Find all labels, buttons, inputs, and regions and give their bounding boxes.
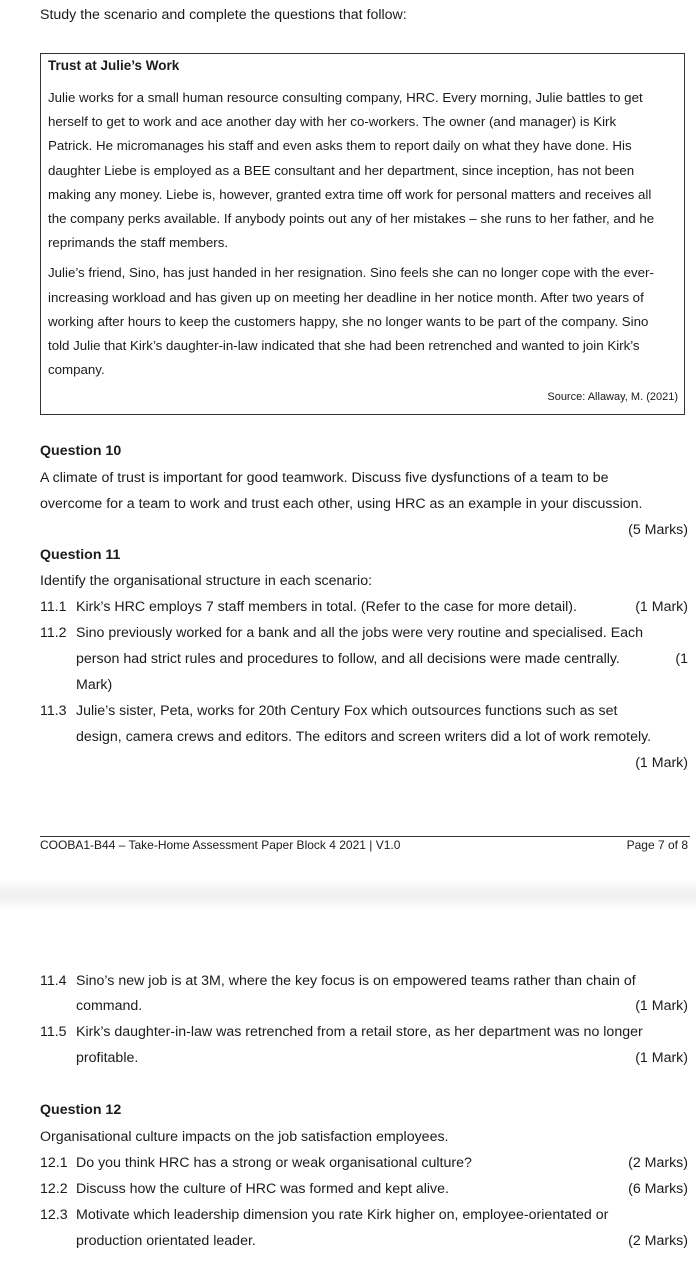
question-10-heading: Question 10 xyxy=(40,443,122,459)
case-line: working after hours to keep the customers happy, she no longer wants to be part of the company. Sino xyxy=(48,314,649,329)
question-10-marks: (5 Marks) xyxy=(628,522,688,538)
item-text: Kirk’s daughter-in-law was retrenched from a retail store, as her department was no longer xyxy=(76,1024,643,1040)
question-10-text: overcome for a team to work and trust each other, using HRC as an example in your discussion. xyxy=(40,496,643,512)
item-text: Sino’s new job is at 3M, where the key focus is on empowered teams rather than chain of xyxy=(76,973,636,989)
item-marks: (2 Marks) xyxy=(628,1155,688,1171)
item-number: 11.3 xyxy=(40,703,67,719)
footer-document-id: COOBA1-B44 – Take-Home Assessment Paper Block 4 2021 | V1.0 xyxy=(40,838,401,852)
item-number: 12.3 xyxy=(40,1207,68,1223)
item-number: 11.2 xyxy=(40,625,67,641)
item-text: person had strict rules and procedures to follow, and all decisions were made centrally. xyxy=(76,651,620,667)
item-text: Kirk’s HRC employs 7 staff members in total. (Refer to the case for more detail). xyxy=(76,599,577,615)
page-break xyxy=(0,880,696,910)
item-marks: (1 Mark) xyxy=(635,998,688,1014)
case-line: Julie’s friend, Sino, has just handed in her resignation. Sino feels she can no longer cope with the ever- xyxy=(48,265,654,280)
item-marks: (1 Mark) xyxy=(635,599,688,615)
question-12-intro: Organisational culture impacts on the job satisfaction employees. xyxy=(40,1129,449,1145)
item-number: 12.2 xyxy=(40,1181,68,1197)
item-number: 11.1 xyxy=(40,599,67,615)
question-10-text: A climate of trust is important for good teamwork. Discuss five dysfunctions of a team to be xyxy=(40,470,609,486)
case-line: making any money. Liebe is, however, granted extra time off work for personal matters and receives all xyxy=(48,187,652,202)
case-line: daughter Liebe is employed as a BEE consultant and her department, since inception, has not been xyxy=(48,163,635,178)
item-text: profitable. xyxy=(76,1050,139,1066)
question-11-heading: Question 11 xyxy=(40,547,121,563)
item-text: design, camera crews and editors. The editors and screen writers did a lot of work remotely. xyxy=(76,729,652,745)
footer-divider xyxy=(40,836,690,837)
footer-page-number: Page 7 of 8 xyxy=(626,838,688,852)
item-text: Julie’s sister, Peta, works for 20th Century Fox which outsources functions such as set xyxy=(76,703,618,719)
question-11-intro: Identify the organisational structure in each scenario: xyxy=(40,573,373,589)
item-marks: (2 Marks) xyxy=(628,1233,688,1249)
case-line: Julie works for a small human resource consulting company, HRC. Every morning, Julie battles to get xyxy=(48,90,643,105)
case-line: increasing workload and has given up on meeting her deadline in her notice month. After two years of xyxy=(48,290,644,305)
item-text: Sino previously worked for a bank and all the jobs were very routine and specialised. Each xyxy=(76,625,644,641)
case-study-box xyxy=(40,53,685,415)
item-text: Discuss how the culture of HRC was formed and kept alive. xyxy=(76,1181,449,1197)
item-number: 11.5 xyxy=(40,1024,67,1040)
case-source: Source: Allaway, M. (2021) xyxy=(547,391,678,403)
case-line: reprimands the staff members. xyxy=(48,235,229,250)
question-12-heading: Question 12 xyxy=(40,1102,122,1118)
case-line: the company perks available. If anybody points out any of her mistakes – she runs to her father, and he xyxy=(48,211,655,226)
item-text: command. xyxy=(76,998,143,1014)
case-study-title: Trust at Julie’s Work xyxy=(48,58,180,73)
case-line: company. xyxy=(48,362,105,377)
item-number: 12.1 xyxy=(40,1155,68,1171)
item-number: 11.4 xyxy=(40,973,67,989)
case-line: told Julie that Kirk’s daughter-in-law indicated that she had been retrenched and wanted to join Kirk’s xyxy=(48,338,640,353)
item-text: production orientated leader. xyxy=(76,1233,256,1249)
item-marks: (6 Marks) xyxy=(628,1181,688,1197)
item-text: Mark) xyxy=(76,677,113,693)
case-line: herself to get to work and ace another day with her co-workers. The owner (and manager) is Kirk xyxy=(48,114,617,129)
item-text: Motivate which leadership dimension you rate Kirk higher on, employee-orientated or xyxy=(76,1207,609,1223)
instructions-text: Study the scenario and complete the questions that follow: xyxy=(40,7,407,23)
item-marks: (1 xyxy=(675,651,688,667)
item-marks: (1 Mark) xyxy=(635,1050,688,1066)
item-marks: (1 Mark) xyxy=(635,755,688,771)
item-text: Do you think HRC has a strong or weak organisational culture? xyxy=(76,1155,472,1171)
case-line: Patrick. He micromanages his staff and even asks them to report daily on what they have done. His xyxy=(48,138,632,153)
